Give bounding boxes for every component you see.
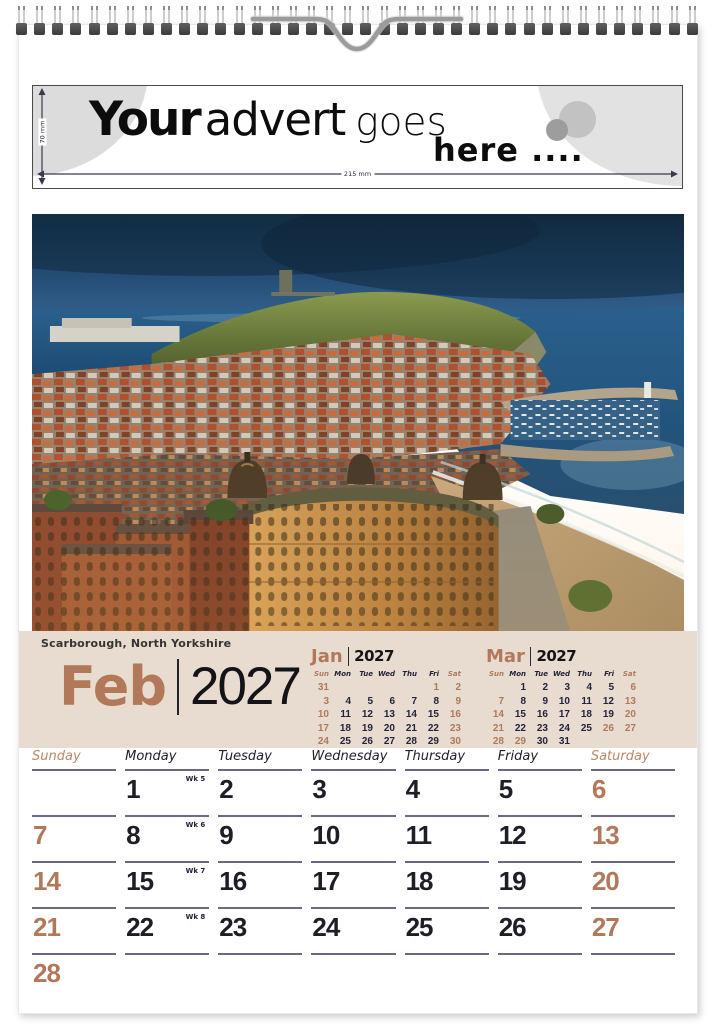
binding-loop: [542, 6, 553, 40]
mini-day-cell: 4: [345, 695, 351, 707]
date-number: 21: [33, 912, 60, 942]
binding-clamp: [179, 23, 190, 35]
binding-clamp: [632, 23, 643, 35]
binding-loop: [143, 6, 154, 40]
binding-loop: [578, 6, 589, 40]
mini-day-cell: 19: [361, 722, 373, 734]
mini-day-cell: 11: [581, 695, 592, 707]
binding-loop: [161, 6, 172, 40]
cell-rule: [591, 861, 675, 863]
binding-clamp: [16, 23, 27, 35]
mini-day-cell: 8: [433, 695, 439, 707]
mini-week-row: [486, 681, 640, 695]
mini-day-cell: 22: [514, 722, 526, 734]
binding-clamp: [542, 23, 553, 35]
mini-day-cell: 30: [536, 736, 548, 747]
cell-rule: [498, 953, 582, 955]
mini-weekday-header: [486, 670, 640, 681]
cell-rule: [125, 953, 209, 955]
binding-loop: [197, 6, 208, 40]
title-year: 2027: [189, 657, 300, 716]
week-number-label: Wk 5: [185, 775, 206, 783]
binding-loop: [669, 6, 680, 40]
mini-weekday-label: Wed: [552, 670, 570, 678]
date-number: 10: [312, 820, 340, 850]
mini-day-cell: 18: [339, 722, 351, 734]
week-number-label: Wk 8: [185, 913, 206, 921]
mini-day-cell: [399, 681, 421, 695]
date-row: [32, 769, 684, 815]
mini-day-cell: 28: [492, 736, 504, 747]
date-cell: [32, 953, 125, 999]
binding-loop: [560, 6, 571, 40]
binding-loop: [52, 6, 63, 40]
date-cell: [405, 815, 498, 861]
mini-calendar-next-month: [486, 645, 640, 749]
binding-clamp: [125, 23, 136, 35]
mini-day-cell: 10: [317, 709, 329, 720]
binding-clamp: [215, 23, 226, 35]
date-number: 1: [126, 774, 140, 804]
date-cell: [405, 769, 498, 815]
date-number: 17: [312, 866, 340, 896]
date-number: 22: [126, 912, 154, 942]
date-cell: [218, 907, 311, 953]
cell-rule: [125, 907, 209, 909]
date-number: 11: [405, 820, 432, 850]
cell-rule: [218, 907, 302, 909]
binding-clamp: [487, 23, 498, 35]
month-header-band: [19, 631, 697, 748]
binding-clamp: [578, 23, 589, 35]
photo-caption: Scarborough, North Yorkshire: [41, 637, 232, 650]
binding-loop: [125, 6, 136, 40]
cell-rule: [591, 953, 675, 955]
cell-rule: [218, 769, 302, 771]
weekday-label: Sunday: [32, 749, 81, 764]
mini-day-cell: 15: [427, 709, 439, 720]
binding-loop: [487, 6, 498, 40]
binding-clamp: [469, 23, 480, 35]
mini-weekday-label: Mon: [509, 670, 526, 678]
advert-word-advert: advert: [204, 93, 346, 146]
mini-day-cell: 6: [389, 695, 395, 707]
date-number: 27: [591, 912, 619, 942]
mini-weekday-label: Thu: [402, 670, 417, 678]
mini-year: 2027: [536, 647, 577, 665]
cell-rule: [498, 769, 582, 771]
date-cell: [218, 953, 311, 999]
mini-weekday-label: Sun: [488, 670, 504, 678]
date-cell: [32, 861, 125, 907]
binding-loop: [234, 6, 245, 40]
weekday-label: Wednesday: [311, 749, 388, 764]
mini-day-cell: 22: [427, 722, 439, 734]
cell-rule: [591, 769, 675, 771]
mini-day-cell: 9: [542, 695, 548, 707]
mini-day-cell: 13: [624, 695, 636, 707]
cell-rule: [405, 953, 489, 955]
mini-calendar-previous-month: [311, 645, 465, 749]
week-number-label: Wk 7: [185, 867, 206, 875]
date-number: 15: [126, 866, 154, 896]
date-row: [32, 907, 684, 953]
date-number: 28: [33, 958, 60, 988]
advert-placeholder: [32, 85, 683, 189]
mini-week-row: [311, 695, 465, 709]
binding-clamp: [596, 23, 607, 35]
binding-loop: [596, 6, 607, 40]
binding-clamp: [505, 23, 516, 35]
date-cell: [218, 815, 311, 861]
weekday-header-row: [32, 747, 684, 769]
date-cell: [311, 815, 404, 861]
mini-day-cell: 2: [542, 682, 548, 693]
binding-clamp: [52, 23, 63, 35]
date-cell: [311, 907, 404, 953]
cell-rule: [591, 907, 675, 909]
mini-day-cell: 21: [405, 722, 417, 734]
mini-weekday-label: Wed: [377, 670, 395, 678]
binding-clamp: [70, 23, 81, 35]
date-row: [32, 953, 684, 999]
binding-clamp: [161, 23, 172, 35]
mini-day-cell: 5: [608, 682, 614, 693]
cell-rule: [405, 769, 489, 771]
mini-calendar-title: [486, 645, 640, 667]
cell-rule: [32, 769, 116, 771]
binding-loop: [632, 6, 643, 40]
cell-rule: [591, 815, 675, 817]
date-cell: [311, 861, 404, 907]
mini-day-cell: 12: [361, 709, 373, 720]
date-number: 8: [126, 820, 140, 850]
cell-rule: [311, 907, 395, 909]
mini-day-cell: 31: [317, 682, 329, 693]
width-dimension-label: 215 mm: [341, 170, 374, 178]
cell-rule: [498, 861, 582, 863]
date-cell: [591, 769, 684, 815]
binding-clamp: [669, 23, 680, 35]
mini-month-name: Jan: [311, 645, 343, 667]
date-cell: [591, 953, 684, 999]
date-cell: [125, 769, 218, 815]
month-name: Feb: [59, 655, 166, 718]
cell-rule: [125, 815, 209, 817]
binding-clamp: [650, 23, 661, 35]
binding-clamp: [614, 23, 625, 35]
mini-day-cell: 3: [323, 695, 329, 707]
date-number: 12: [498, 820, 526, 850]
mini-day-cell: 26: [602, 722, 614, 734]
date-number: 2: [219, 774, 233, 804]
week-number-label: Wk 6: [185, 821, 206, 829]
date-number: 6: [591, 774, 606, 804]
date-cell: [125, 907, 218, 953]
mini-day-cell: 3: [564, 682, 570, 693]
date-cell: [498, 861, 591, 907]
hanger-hook-icon: [247, 8, 467, 54]
date-number: 4: [405, 774, 420, 804]
date-cell: [498, 769, 591, 815]
mini-weekday-label: Tue: [534, 670, 548, 678]
date-number: 18: [405, 866, 433, 896]
binding-clamp: [524, 23, 535, 35]
mini-weekday-label: Sat: [447, 670, 461, 678]
date-cell: [498, 907, 591, 953]
mini-week-row: [311, 722, 465, 736]
mini-day-cell: 14: [492, 709, 504, 720]
binding-clamp: [107, 23, 118, 35]
mini-day-cell: 17: [558, 709, 570, 720]
cell-rule: [405, 907, 489, 909]
mini-day-cell: 25: [339, 736, 351, 747]
advert-word-here: here ....: [433, 131, 584, 169]
mini-day-cell: 1: [433, 682, 439, 693]
date-number: 16: [219, 866, 247, 896]
title-separator: [177, 659, 179, 715]
mini-day-cell: 24: [317, 736, 329, 747]
date-number: 19: [498, 866, 526, 896]
mini-weekday-label: Mon: [334, 670, 351, 678]
mini-day-cell: 10: [558, 695, 570, 707]
calendar-page: [18, 24, 698, 1014]
date-cell: [32, 907, 125, 953]
mini-day-cell: 27: [383, 736, 395, 747]
date-cell: [125, 815, 218, 861]
mini-week-row: [311, 681, 465, 695]
date-cell: [218, 861, 311, 907]
cell-rule: [498, 815, 582, 817]
mini-week-row: [486, 722, 640, 736]
mini-title-separator: [348, 647, 350, 666]
mini-day-cell: 8: [520, 695, 526, 707]
month-title: [59, 655, 300, 718]
mini-day-cell: 24: [558, 722, 570, 734]
mini-day-cell: 11: [340, 709, 351, 720]
date-cell: [498, 815, 591, 861]
mini-day-cell: 26: [361, 736, 373, 747]
weekday-label: Thursday: [404, 749, 466, 764]
binding-loop: [16, 6, 27, 40]
date-grid: [32, 747, 684, 999]
binding-clamp: [34, 23, 45, 35]
mini-year: 2027: [354, 647, 394, 665]
mini-day-cell: 23: [536, 722, 548, 734]
date-cell: [405, 861, 498, 907]
cell-rule: [311, 815, 395, 817]
mini-week-row: [311, 708, 465, 722]
binding-loop: [505, 6, 516, 40]
height-dimension-label: 70 mm: [38, 120, 47, 144]
binding-loop: [107, 6, 118, 40]
cell-rule: [311, 769, 395, 771]
weekday-label: Friday: [497, 749, 539, 764]
binding-loop: [524, 6, 535, 40]
date-cell: [125, 953, 218, 999]
cell-rule: [311, 861, 395, 863]
date-cell: [591, 907, 684, 953]
date-number: 20: [591, 866, 619, 896]
mini-weekday-label: Tue: [359, 670, 373, 678]
cell-rule: [498, 907, 582, 909]
mini-day-cell: 14: [405, 709, 417, 720]
cell-rule: [405, 861, 489, 863]
cell-rule: [32, 907, 116, 909]
scarborough-scene: [32, 214, 684, 631]
cell-rule: [218, 815, 302, 817]
mini-day-cell: [355, 681, 377, 695]
date-cell: [405, 953, 498, 999]
binding-loop: [89, 6, 100, 40]
weekday-label: Monday: [125, 749, 177, 764]
date-cell: [591, 861, 684, 907]
cell-rule: [405, 815, 489, 817]
binding-loop: [34, 6, 45, 40]
calendar-photo: [32, 214, 684, 631]
mini-day-cell: 5: [367, 695, 373, 707]
date-number: 13: [591, 820, 619, 850]
mini-week-row: [486, 695, 640, 709]
mini-day-cell: [333, 681, 355, 695]
weekday-label: Saturday: [590, 749, 650, 764]
date-number: 25: [405, 912, 433, 942]
cell-rule: [32, 861, 116, 863]
mini-day-cell: 18: [580, 709, 592, 720]
mini-day-cell: [377, 681, 399, 695]
date-cell: [125, 861, 218, 907]
binding-clamp: [197, 23, 208, 35]
mini-day-cell: 25: [580, 722, 592, 734]
mini-weekday-label: Sun: [313, 670, 329, 678]
binding-clamp: [234, 23, 245, 35]
cell-rule: [32, 815, 116, 817]
date-cell: [32, 769, 125, 815]
binding-loop: [215, 6, 226, 40]
binding-loop: [650, 6, 661, 40]
mini-day-cell: 29: [514, 736, 526, 747]
mini-weekday-label: Sat: [622, 670, 636, 678]
date-cell: [311, 953, 404, 999]
advert-headline: [89, 92, 447, 147]
mini-day-cell: 4: [586, 682, 592, 693]
mini-day-cell: 19: [602, 709, 614, 720]
mini-day-cell: 27: [624, 722, 636, 734]
mini-weekday-label: Fri: [429, 670, 439, 678]
cell-rule: [218, 861, 302, 863]
mini-day-cell: 23: [449, 722, 461, 734]
date-number: 3: [312, 774, 326, 804]
binding-loop: [469, 6, 480, 40]
mini-day-cell: 2: [455, 682, 461, 693]
mini-day-cell: 1: [520, 682, 526, 693]
mini-day-cell: 28: [405, 736, 417, 747]
mini-day-cell: 12: [602, 695, 614, 707]
binding-loop: [614, 6, 625, 40]
date-number: 14: [33, 866, 60, 896]
mini-weekday-header: [311, 670, 465, 681]
mini-day-cell: 29: [427, 736, 439, 747]
date-row: [32, 861, 684, 907]
mini-day-cell: 7: [498, 695, 504, 707]
date-number: 24: [312, 912, 340, 942]
date-cell: [498, 953, 591, 999]
date-cell: [32, 815, 125, 861]
date-number: 26: [498, 912, 526, 942]
date-number: 9: [219, 820, 233, 850]
binding-clamp: [89, 23, 100, 35]
date-cell: [311, 769, 404, 815]
mini-weekday-label: Fri: [604, 670, 614, 678]
date-cell: [218, 769, 311, 815]
cell-rule: [311, 953, 395, 955]
mini-week-row: [486, 708, 640, 722]
mini-day-cell: 30: [449, 736, 461, 747]
date-row: [32, 815, 684, 861]
date-number: 5: [498, 774, 513, 804]
advert-word-goes: goes: [355, 100, 447, 145]
mini-day-cell: 6: [630, 682, 636, 693]
mini-day-cell: 15: [514, 709, 526, 720]
mini-month-name: Mar: [486, 645, 525, 667]
cell-rule: [125, 769, 209, 771]
cell-rule: [218, 953, 302, 955]
cell-rule: [125, 861, 209, 863]
cell-rule: [32, 953, 116, 955]
mini-day-cell: 20: [624, 709, 636, 720]
mini-calendar-title: [311, 645, 465, 667]
binding-loop: [70, 6, 81, 40]
mini-day-cell: 17: [317, 722, 329, 734]
date-number: 7: [33, 820, 47, 850]
mini-day-cell: 7: [411, 695, 417, 707]
date-cell: [405, 907, 498, 953]
mini-title-separator: [530, 647, 532, 666]
binding-clamp: [143, 23, 154, 35]
binding-loop: [179, 6, 190, 40]
weekday-label: Tuesday: [218, 749, 272, 764]
date-number: 23: [219, 912, 247, 942]
mini-day-cell: 16: [536, 709, 548, 720]
binding-clamp: [560, 23, 571, 35]
mini-day-cell: [486, 681, 508, 695]
mini-day-cell: 21: [492, 722, 504, 734]
mini-day-cell: 20: [383, 722, 395, 734]
mini-day-cell: 16: [449, 709, 461, 720]
binding-loop: [687, 6, 698, 40]
mini-day-cell: 31: [558, 736, 570, 747]
date-cell: [591, 815, 684, 861]
advert-word-your: Your: [89, 92, 200, 147]
mini-day-cell: 13: [383, 709, 395, 720]
mini-weekday-label: Thu: [577, 670, 592, 678]
binding-clamp: [687, 23, 698, 35]
mini-day-cell: 9: [455, 695, 461, 707]
